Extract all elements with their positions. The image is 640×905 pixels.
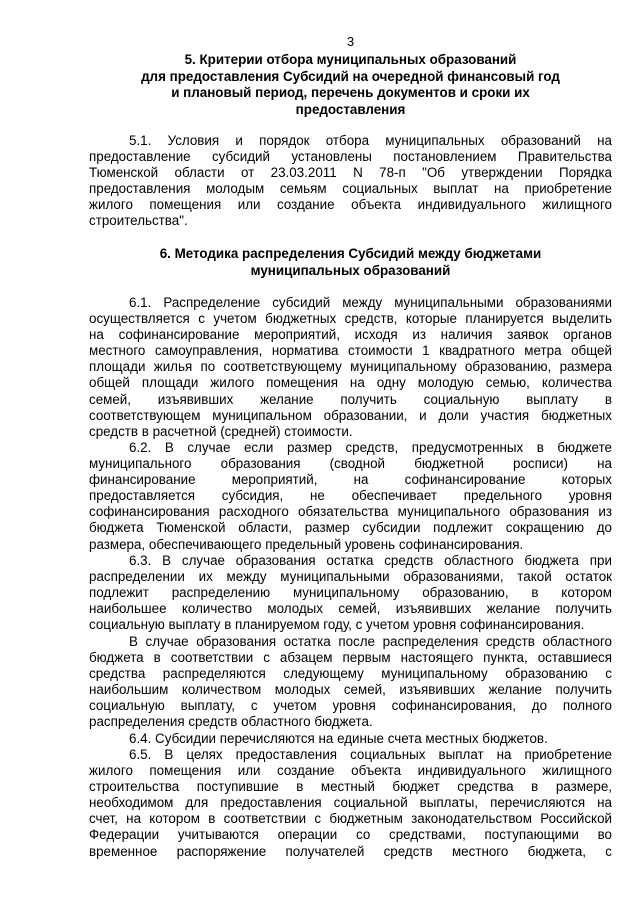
text-line: площади жилья по соответствующему муниципальному образованию, размера (89, 359, 612, 375)
text-line: бюджета в соответствии с абзацем первым настоящего пункта, оставшиеся (89, 650, 612, 666)
text-line: наибольшим количеством молодых семей, изъявивших желание получить (89, 682, 612, 698)
text-line: необходимом для предоставления социальной выплаты, перечисляются на (89, 795, 612, 811)
text-line: 5.1. Условия и порядок отбора муниципальных образований на (129, 133, 612, 148)
text-line: временное распоряжение получателей средств местного бюджета, с (89, 843, 612, 859)
text-line: В случае образования остатка после распределения средств областного (129, 634, 612, 649)
text-line: размера, обеспечивающего предельный уровень софинансирования. (89, 536, 524, 552)
paragraph-6-1 (89, 295, 612, 440)
text-line: предоставляется субсидия, не обеспечивает предельного уровня (89, 488, 612, 504)
text-line: муниципального образования (сводной бюджетной росписи) на (89, 456, 612, 472)
text-line: средств в расчетной (средней) стоимости. (89, 423, 353, 439)
text-line: софинансирования расходного обязательства муниципального образования из (89, 504, 612, 520)
text-line: 6.1. Распределение субсидий между муниципальными образованиями (129, 295, 612, 310)
text-line: средства распределяются следующему муниципальному образованию с (89, 666, 612, 682)
text-line: Федерации учитываются операции со средствами, поступающими во (89, 827, 612, 843)
text-line: строительства поступившие в местный бюджет средства в размере, (89, 779, 612, 795)
paragraph-6-3 (89, 553, 612, 633)
text-line: наибольшее количество молодых семей, изъявивших желание получить (89, 601, 612, 617)
text-line: семей, изъявивших желание получить социальную выплату в (89, 391, 612, 407)
text-line: социальную выплату в планируемом году, с учетом уровня софинансирования. (89, 617, 585, 633)
text-line: финансирование мероприятий, на софинансирование которых (89, 472, 612, 488)
text-line: жилого помещения или создание объекта индивидуального жилищного (89, 763, 612, 779)
heading-line: предоставления (295, 101, 406, 117)
page-number: 3 (346, 34, 355, 49)
paragraph-5-1 (89, 133, 612, 230)
text-line: жилого помещения или создание объекта индивидуального жилищного (89, 197, 612, 213)
text-line: 6.5. В целях предоставления социальных выплат на приобретение (129, 747, 612, 762)
section-6-heading (89, 246, 612, 279)
text-line: общей площади жилого помещения на одну молодую семью, количества (89, 375, 612, 391)
paragraph-6-4 (89, 731, 612, 747)
heading-line: и плановый период, перечень документов и сроки их (171, 85, 530, 100)
section-5-heading (89, 52, 612, 118)
text-line: 6.2. В случае если размер средств, предусмотренных в бюджете (129, 440, 612, 455)
text-line: Тюменской области от 23.03.2011 N 78-п "Об утверждении Порядка (89, 165, 612, 181)
text-line: соответствующем муниципальном образовании, и доли участия бюджетных (89, 407, 612, 423)
text-line: распределении их между муниципальными образованиями, такой остаток (89, 569, 612, 585)
paragraph-6-3-second (89, 634, 612, 731)
paragraph-6-5 (89, 747, 612, 860)
text-line: 6.4. Субсидии перечисляются на единые счета местных бюджетов. (129, 731, 548, 746)
heading-line: для предоставления Субсидий на очередной финансовый год (141, 68, 560, 84)
text-line: предоставления молодым семьям социальных выплат на приобретение (89, 181, 612, 197)
heading-line: 6. Методика распределения Субсидий между бюджетами (159, 246, 542, 261)
text-line: подлежит распределению муниципальному образованию, в котором (89, 585, 612, 601)
text-line: 6.3. В случае образования остатка средств областного бюджета при (129, 553, 612, 568)
text-line: бюджета Тюменской области, размер субсидии подлежит сокращению до (89, 520, 612, 536)
heading-line: 5. Критерии отбора муниципальных образований (184, 52, 517, 67)
text-line: распределения средств областного бюджета. (89, 714, 373, 730)
paragraph-6-2 (89, 440, 612, 553)
heading-line: муниципальных образований (250, 262, 451, 278)
text-line: социальную выплату, с учетом уровня софинансирования, до полного (89, 698, 612, 714)
text-line: осуществляется с учетом бюджетных средств, которые планируется выделить (89, 311, 612, 327)
text-line: местного самоуправления, норматива стоимости 1 квадратного метра общей (89, 343, 612, 359)
text-line: счет, на котором в соответствии с бюджетным законодательством Российской (89, 811, 612, 827)
text-line: строительства". (89, 213, 188, 229)
text-line: на софинансирование мероприятий, исходя из наличия заявок органов (89, 327, 612, 343)
text-line: предоставление субсидий установлены постановлением Правительства (89, 149, 612, 165)
